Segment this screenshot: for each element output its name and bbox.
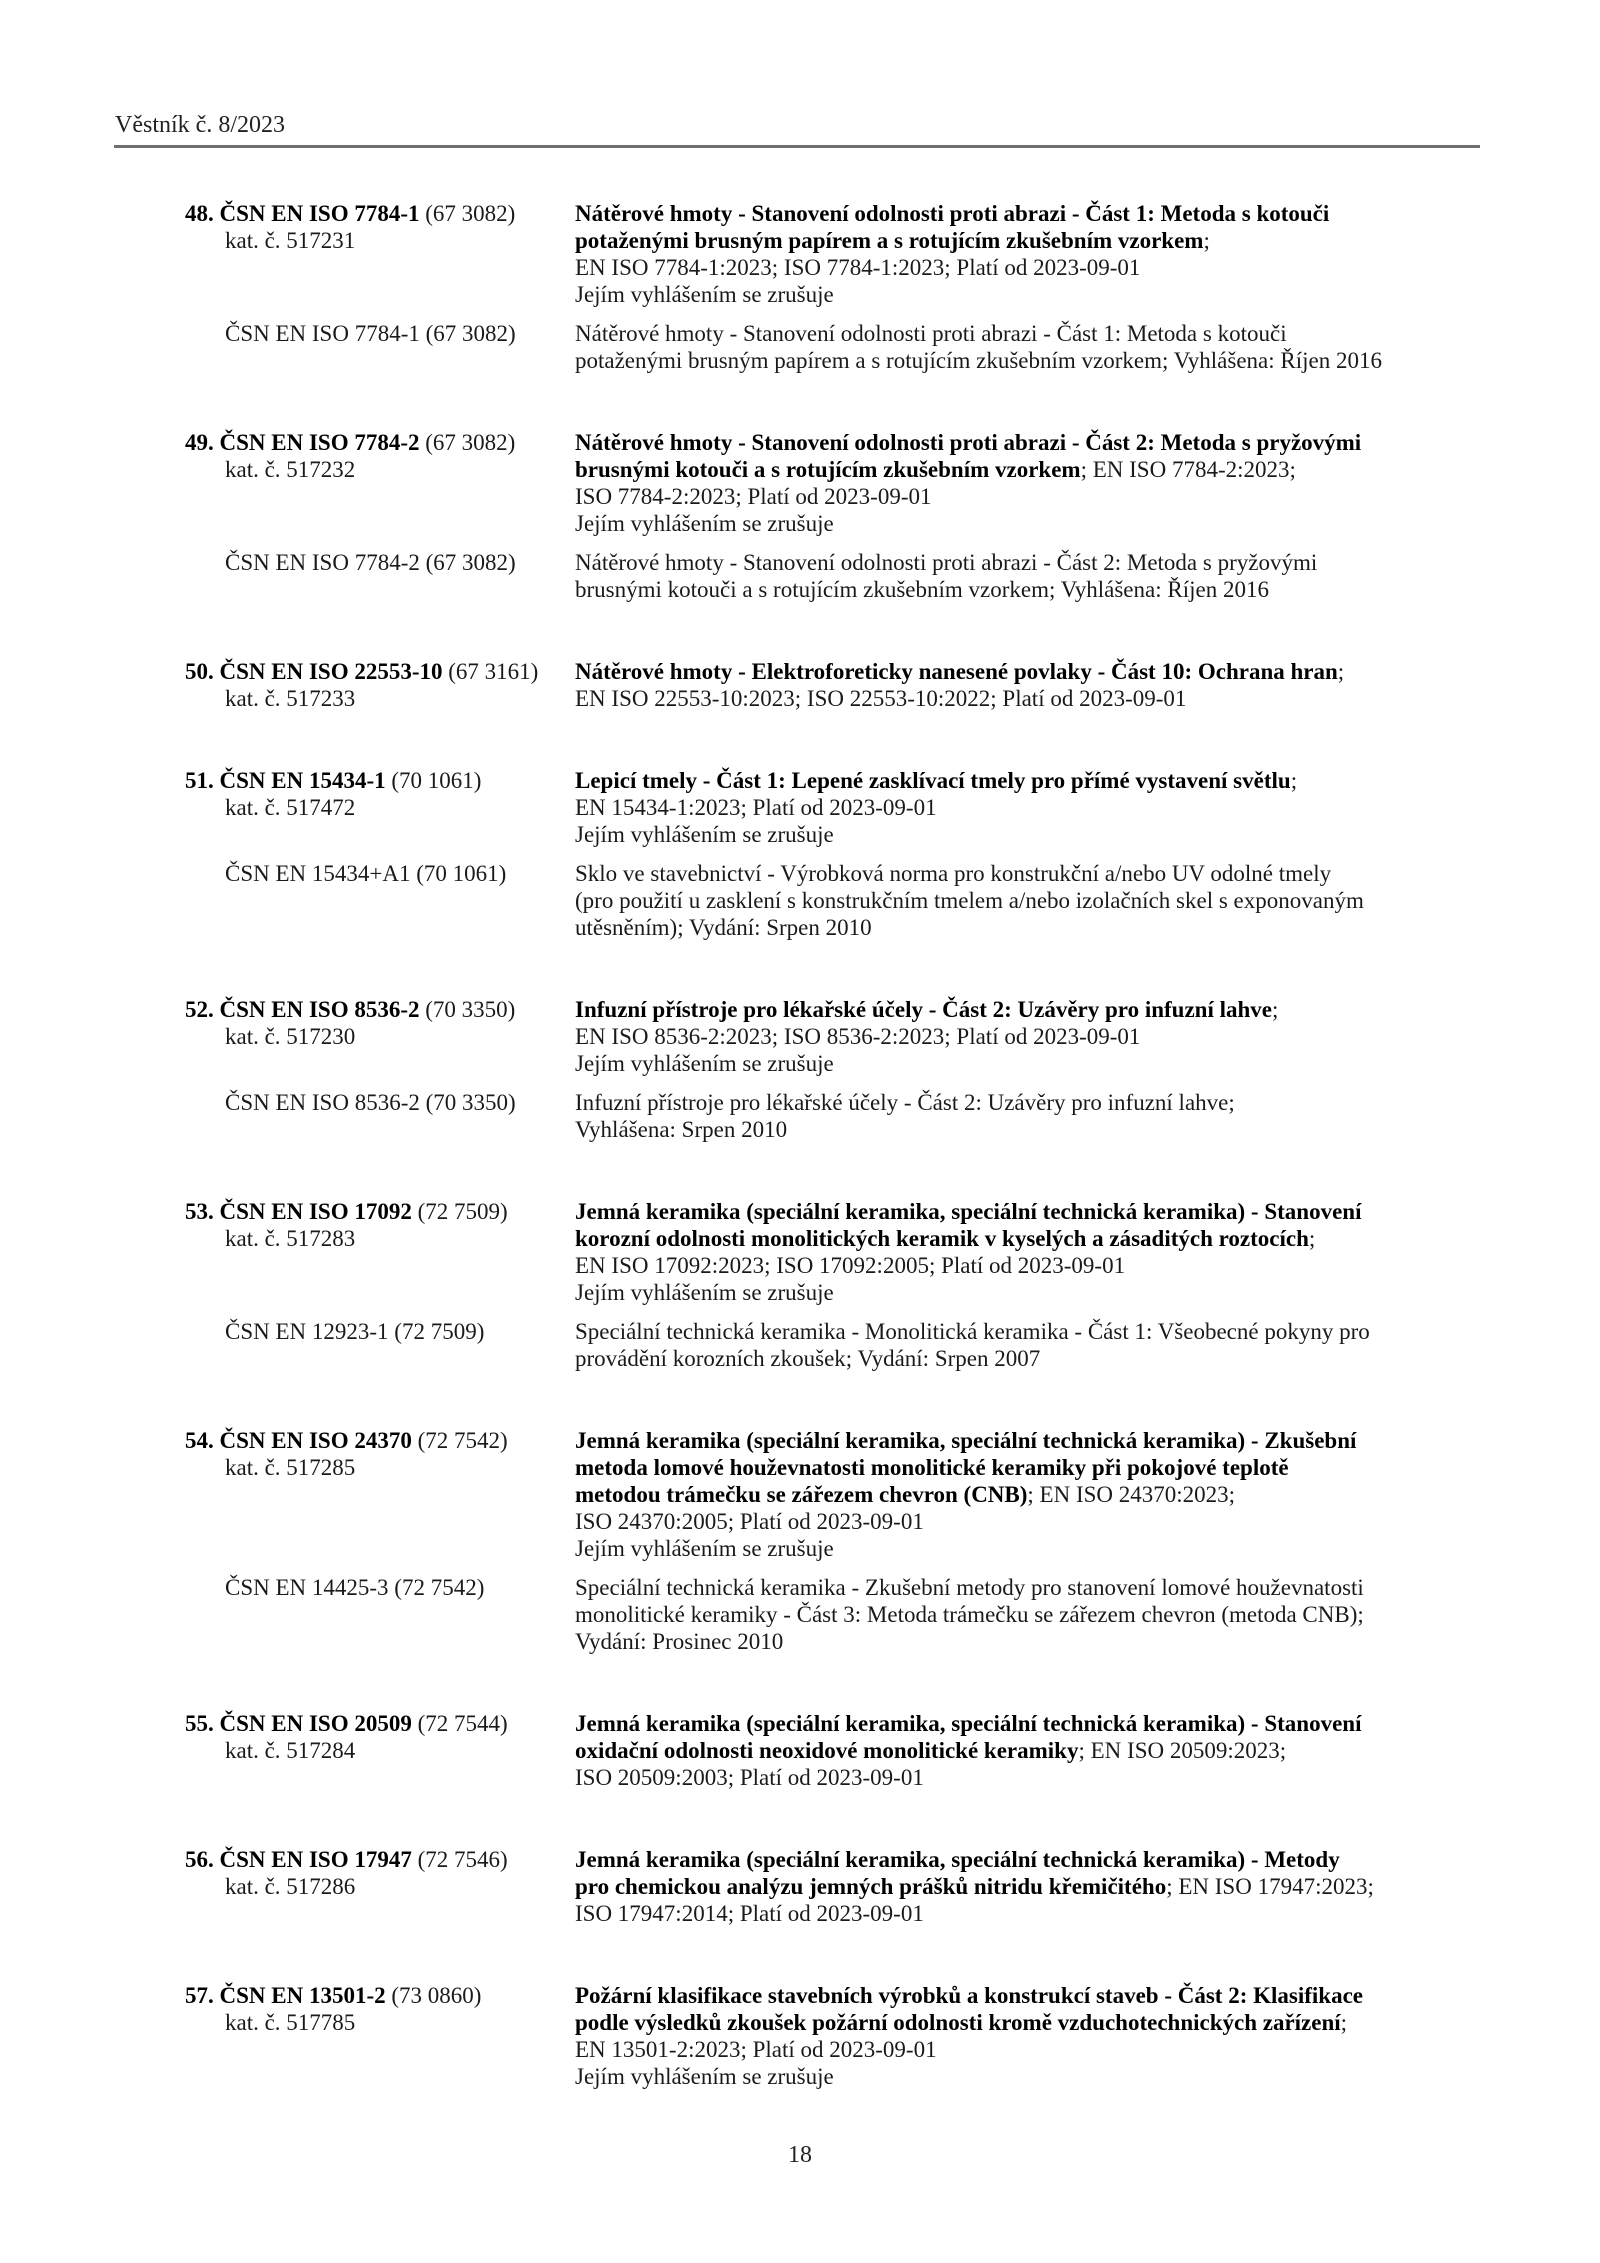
entry-identifier-block: [185, 1710, 575, 1764]
detail-text: ; EN ISO 20509:2023;: [1078, 1738, 1287, 1763]
entry-heading-line: [185, 658, 575, 685]
detail-text: EN ISO 22553-10:2023; ISO 22553-10:2022; Platí od 2023-09-01: [575, 686, 1187, 711]
detail-text: ;: [1337, 659, 1345, 684]
entry-heading-line: [185, 1198, 575, 1225]
entry-new-row: [185, 996, 1480, 1077]
entry-new-row: [185, 1846, 1480, 1927]
description-line: [575, 1982, 1480, 2009]
entry-identifier-block: [185, 658, 575, 712]
entry-new-row: [185, 1982, 1480, 2090]
description-line: [575, 996, 1480, 1023]
detail-text: Jejím vyhlášením se zrušuje: [575, 1051, 834, 1076]
entry-class-code: (70 1061): [391, 768, 482, 793]
replaced-description-block: [575, 1574, 1480, 1655]
description-line: [575, 794, 1480, 821]
entry-new-row: [185, 200, 1480, 308]
title-text: brusnými kotouči a s rotujícím zkušebním vzorkem: [575, 457, 1081, 482]
entry-number: 54.: [185, 1428, 214, 1453]
entry-description-block: [575, 658, 1480, 712]
detail-text: Jejím vyhlášením se zrušuje: [575, 822, 834, 847]
entry-class-code: (72 7544): [417, 1711, 508, 1736]
entry-description-block: [575, 996, 1480, 1077]
entry-new-row: [185, 1710, 1480, 1791]
title-text: metoda lomové houževnatosti monolitické keramiky při pokojové teplotě: [575, 1455, 1289, 1480]
description-line: [575, 281, 1480, 308]
detail-text: ISO 7784-2:2023; Platí od 2023-09-01: [575, 484, 932, 509]
title-text: podle výsledků zkoušek požární odolnosti kromě vzduchotechnických zařízení: [575, 2010, 1341, 2035]
description-line: [575, 429, 1480, 456]
title-text: Jemná keramika (speciální keramika, speciální technická keramika) - Zkušební: [575, 1428, 1357, 1453]
entry-catalog-number: kat. č. 517283: [225, 1226, 356, 1251]
detail-text: ;: [1340, 2010, 1348, 2035]
entry-identifier-block: [185, 1846, 575, 1900]
description-line: [575, 1900, 1480, 1927]
description-line: [575, 1873, 1480, 1900]
standard-entry: [185, 1982, 1480, 2090]
description-line: [575, 483, 1480, 510]
entry-designation: ČSN EN ISO 7784-1: [219, 201, 420, 226]
description-line: [575, 510, 1480, 537]
description-line: [575, 821, 1480, 848]
entry-replaced-row: [185, 1089, 1480, 1143]
replaced-description-line: Vydání: Prosinec 2010: [575, 1629, 784, 1654]
detail-text: ;: [1308, 1226, 1316, 1251]
description-line: [575, 2036, 1480, 2063]
standard-entry: [185, 1710, 1480, 1791]
description-line: [575, 1198, 1480, 1225]
description-line: [575, 1279, 1480, 1306]
entry-catalog-number: kat. č. 517284: [225, 1738, 356, 1763]
replaced-description-block: [575, 1089, 1480, 1143]
entry-designation: ČSN EN 13501-2: [219, 1983, 386, 2008]
entry-number: 57.: [185, 1983, 214, 2008]
detail-text: Jejím vyhlášením se zrušuje: [575, 1280, 834, 1305]
entry-description-block: [575, 429, 1480, 537]
detail-text: EN ISO 7784-1:2023; ISO 7784-1:2023; Platí od 2023-09-01: [575, 255, 1141, 280]
replaced-designation: ČSN EN 14425-3 (72 7542): [225, 1575, 485, 1600]
entry-heading-line: [185, 1427, 575, 1454]
title-text: pro chemickou analýzu jemných prášků nitridu křemičitého: [575, 1874, 1167, 1899]
entry-heading-line: [185, 429, 575, 456]
title-text: Nátěrové hmoty - Elektroforeticky nanesené povlaky - Část 10: Ochrana hran: [575, 659, 1338, 684]
detail-text: ; EN ISO 7784-2:2023;: [1080, 457, 1296, 482]
title-text: oxidační odolnosti neoxidové monolitické keramiky: [575, 1738, 1079, 1763]
standard-entry: [185, 1198, 1480, 1372]
entry-class-code: (70 3350): [425, 997, 516, 1022]
title-text: metodou trámečku se zářezem chevron (CNB): [575, 1482, 1028, 1507]
detail-text: EN ISO 17092:2023; ISO 17092:2005; Platí od 2023-09-01: [575, 1253, 1126, 1278]
detail-text: ISO 20509:2003; Platí od 2023-09-01: [575, 1765, 924, 1790]
description-line: [575, 200, 1480, 227]
standard-entry: [185, 1846, 1480, 1927]
entry-catalog-number: kat. č. 517285: [225, 1455, 356, 1480]
entry-description-block: [575, 200, 1480, 308]
description-line: [575, 1225, 1480, 1252]
replaced-identifier-block: [185, 1089, 575, 1116]
entry-identifier-block: [185, 996, 575, 1050]
description-line: [575, 1023, 1480, 1050]
replaced-designation: ČSN EN 12923-1 (72 7509): [225, 1319, 485, 1344]
entry-designation: ČSN EN ISO 7784-2: [219, 430, 420, 455]
entry-identifier-block: [185, 1198, 575, 1252]
entry-new-row: [185, 767, 1480, 848]
standard-entry: [185, 200, 1480, 374]
replaced-description-block: [575, 860, 1480, 941]
entry-description-block: [575, 1982, 1480, 2090]
entry-replaced-row: [185, 1574, 1480, 1655]
entry-description-block: [575, 1427, 1480, 1562]
entry-class-code: (67 3082): [425, 201, 516, 226]
replaced-description-line: utěsněním); Vydání: Srpen 2010: [575, 915, 872, 940]
detail-text: ;: [1290, 768, 1298, 793]
entry-identifier-block: [185, 429, 575, 483]
entry-catalog-number: kat. č. 517472: [225, 795, 356, 820]
standards-list: [185, 200, 1480, 2145]
title-text: Lepicí tmely - Část 1: Lepené zasklívací tmely pro přímé vystavení světlu: [575, 768, 1291, 793]
replaced-description-block: [575, 320, 1480, 374]
entry-new-row: [185, 429, 1480, 537]
title-text: Nátěrové hmoty - Stanovení odolnosti proti abrazi - Část 1: Metoda s kotouči: [575, 201, 1330, 226]
description-line: [575, 658, 1480, 685]
entry-number: 53.: [185, 1199, 214, 1224]
replaced-description-line: monolitické keramiky - Část 3: Metoda trámečku se zářezem chevron (metoda CNB);: [575, 1602, 1364, 1627]
entry-identifier-block: [185, 1982, 575, 2036]
entry-designation: ČSN EN 15434-1: [219, 768, 386, 793]
entry-designation: ČSN EN ISO 24370: [219, 1428, 412, 1453]
description-line: [575, 1252, 1480, 1279]
replaced-description-line: provádění korozních zkoušek; Vydání: Srpen 2007: [575, 1346, 1041, 1371]
entry-heading-line: [185, 1982, 575, 2009]
description-line: [575, 227, 1480, 254]
description-line: [575, 1846, 1480, 1873]
entry-description-block: [575, 767, 1480, 848]
entry-replaced-row: [185, 1318, 1480, 1372]
detail-text: ISO 17947:2014; Platí od 2023-09-01: [575, 1901, 924, 1926]
standard-entry: [185, 767, 1480, 941]
entry-new-row: [185, 658, 1480, 712]
replaced-identifier-block: [185, 860, 575, 887]
entry-number: 52.: [185, 997, 214, 1022]
replaced-designation: ČSN EN ISO 7784-1 (67 3082): [225, 321, 516, 346]
title-text: Infuzní přístroje pro lékařské účely - Část 2: Uzávěry pro infuzní lahve: [575, 997, 1272, 1022]
entry-number: 51.: [185, 768, 214, 793]
detail-text: Jejím vyhlášením se zrušuje: [575, 1536, 834, 1561]
entry-designation: ČSN EN ISO 17092: [219, 1199, 412, 1224]
description-line: [575, 1454, 1480, 1481]
entry-heading-line: [185, 996, 575, 1023]
replaced-description-line: (pro použití u zasklení s konstrukčním tmelem a/nebo izolačních skel s exponovaným: [575, 888, 1364, 913]
detail-text: ISO 24370:2005; Platí od 2023-09-01: [575, 1509, 924, 1534]
entry-replaced-row: [185, 860, 1480, 941]
title-text: Jemná keramika (speciální keramika, speciální technická keramika) - Stanovení: [575, 1199, 1362, 1224]
entry-new-row: [185, 1198, 1480, 1306]
entry-catalog-number: kat. č. 517286: [225, 1874, 356, 1899]
replaced-designation: ČSN EN 15434+A1 (70 1061): [225, 861, 507, 886]
description-line: [575, 1764, 1480, 1791]
entry-identifier-block: [185, 1427, 575, 1481]
entry-replaced-row: [185, 320, 1480, 374]
bulletin-header-title: Věstník č. 8/2023: [115, 112, 285, 138]
description-line: [575, 2009, 1480, 2036]
description-line: [575, 2063, 1480, 2090]
entry-catalog-number: kat. č. 517232: [225, 457, 356, 482]
entry-heading-line: [185, 767, 575, 794]
page-number: 18: [788, 2142, 812, 2168]
replaced-identifier-block: [185, 1318, 575, 1345]
description-line: [575, 456, 1480, 483]
entry-class-code: (72 7546): [417, 1847, 508, 1872]
title-text: Nátěrové hmoty - Stanovení odolnosti proti abrazi - Část 2: Metoda s pryžovými: [575, 430, 1362, 455]
detail-text: ;: [1272, 997, 1279, 1022]
entry-designation: ČSN EN ISO 20509: [219, 1711, 412, 1736]
entry-class-code: (72 7542): [417, 1428, 508, 1453]
description-line: [575, 1508, 1480, 1535]
entry-heading-line: [185, 1710, 575, 1737]
replaced-description-block: [575, 549, 1480, 603]
replaced-description-line: Nátěrové hmoty - Stanovení odolnosti proti abrazi - Část 2: Metoda s pryžovými: [575, 550, 1318, 575]
title-text: korozní odolnosti monolitických keramik v kyselých a zásaditých roztocích: [575, 1226, 1309, 1251]
entry-description-block: [575, 1710, 1480, 1791]
entry-identifier-block: [185, 767, 575, 821]
standard-entry: [185, 658, 1480, 712]
entry-number: 49.: [185, 430, 214, 455]
replaced-identifier-block: [185, 1574, 575, 1601]
entry-catalog-number: kat. č. 517233: [225, 686, 356, 711]
detail-text: ;: [1203, 228, 1210, 253]
description-line: [575, 1737, 1480, 1764]
entry-designation: ČSN EN ISO 22553-10: [219, 659, 443, 684]
entry-number: 55.: [185, 1711, 214, 1736]
replaced-description-line: Speciální technická keramika - Zkušební metody pro stanovení lomové houževnatosti: [575, 1575, 1364, 1600]
entry-number: 56.: [185, 1847, 214, 1872]
entry-class-code: (67 3161): [448, 659, 539, 684]
title-text: Jemná keramika (speciální keramika, speciální technická keramika) - Metody: [575, 1847, 1340, 1872]
replaced-description-line: potaženými brusným papírem a s rotujícím zkušebním vzorkem; Vyhlášena: Říjen 2016: [575, 348, 1382, 373]
entry-number: 50.: [185, 659, 214, 684]
entry-description-block: [575, 1198, 1480, 1306]
entry-heading-line: [185, 1846, 575, 1873]
entry-class-code: (72 7509): [417, 1199, 508, 1224]
replaced-description-line: Vyhlášena: Srpen 2010: [575, 1117, 788, 1142]
replaced-designation: ČSN EN ISO 8536-2 (70 3350): [225, 1090, 516, 1115]
replaced-description-line: Infuzní přístroje pro lékařské účely - Část 2: Uzávěry pro infuzní lahve;: [575, 1090, 1235, 1115]
detail-text: EN 13501-2:2023; Platí od 2023-09-01: [575, 2037, 937, 2062]
replaced-description-line: Nátěrové hmoty - Stanovení odolnosti proti abrazi - Část 1: Metoda s kotouči: [575, 321, 1287, 346]
detail-text: EN ISO 8536-2:2023; ISO 8536-2:2023; Platí od 2023-09-01: [575, 1024, 1141, 1049]
standard-entry: [185, 1427, 1480, 1655]
replaced-description-line: Speciální technická keramika - Monolitická keramika - Část 1: Všeobecné pokyny pro: [575, 1319, 1370, 1344]
standard-entry: [185, 996, 1480, 1143]
standard-entry: [185, 429, 1480, 603]
entry-catalog-number: kat. č. 517231: [225, 228, 356, 253]
entry-designation: ČSN EN ISO 17947: [219, 1847, 412, 1872]
description-line: [575, 1535, 1480, 1562]
entry-catalog-number: kat. č. 517785: [225, 2010, 356, 2035]
entry-identifier-block: [185, 200, 575, 254]
replaced-identifier-block: [185, 549, 575, 576]
description-line: [575, 1050, 1480, 1077]
entry-class-code: (67 3082): [425, 430, 516, 455]
replaced-identifier-block: [185, 320, 575, 347]
description-line: [575, 1481, 1480, 1508]
replaced-description-line: brusnými kotouči a s rotujícím zkušebním vzorkem; Vyhlášena: Říjen 2016: [575, 577, 1269, 602]
title-text: Požární klasifikace stavebních výrobků a konstrukcí staveb - Část 2: Klasifikace: [575, 1983, 1363, 2008]
title-text: potaženými brusným papírem a s rotujícím zkušebním vzorkem: [575, 228, 1204, 253]
entry-number: 48.: [185, 201, 214, 226]
replaced-designation: ČSN EN ISO 7784-2 (67 3082): [225, 550, 516, 575]
entry-description-block: [575, 1846, 1480, 1927]
detail-text: Jejím vyhlášením se zrušuje: [575, 282, 834, 307]
header-divider-rule: [114, 145, 1480, 148]
entry-new-row: [185, 1427, 1480, 1562]
detail-text: Jejím vyhlášením se zrušuje: [575, 511, 834, 536]
replaced-description-line: Sklo ve stavebnictví - Výrobková norma pro konstrukční a/nebo UV odolné tmely: [575, 861, 1332, 886]
detail-text: Jejím vyhlášením se zrušuje: [575, 2064, 834, 2089]
description-line: [575, 1710, 1480, 1737]
replaced-description-block: [575, 1318, 1480, 1372]
detail-text: ; EN ISO 17947:2023;: [1166, 1874, 1374, 1899]
description-line: [575, 1427, 1480, 1454]
description-line: [575, 767, 1480, 794]
description-line: [575, 254, 1480, 281]
entry-catalog-number: kat. č. 517230: [225, 1024, 356, 1049]
title-text: Jemná keramika (speciální keramika, speciální technická keramika) - Stanovení: [575, 1711, 1362, 1736]
detail-text: EN 15434-1:2023; Platí od 2023-09-01: [575, 795, 937, 820]
entry-heading-line: [185, 200, 575, 227]
entry-replaced-row: [185, 549, 1480, 603]
entry-designation: ČSN EN ISO 8536-2: [219, 997, 420, 1022]
detail-text: ; EN ISO 24370:2023;: [1027, 1482, 1236, 1507]
entry-class-code: (73 0860): [391, 1983, 482, 2008]
description-line: [575, 685, 1480, 712]
